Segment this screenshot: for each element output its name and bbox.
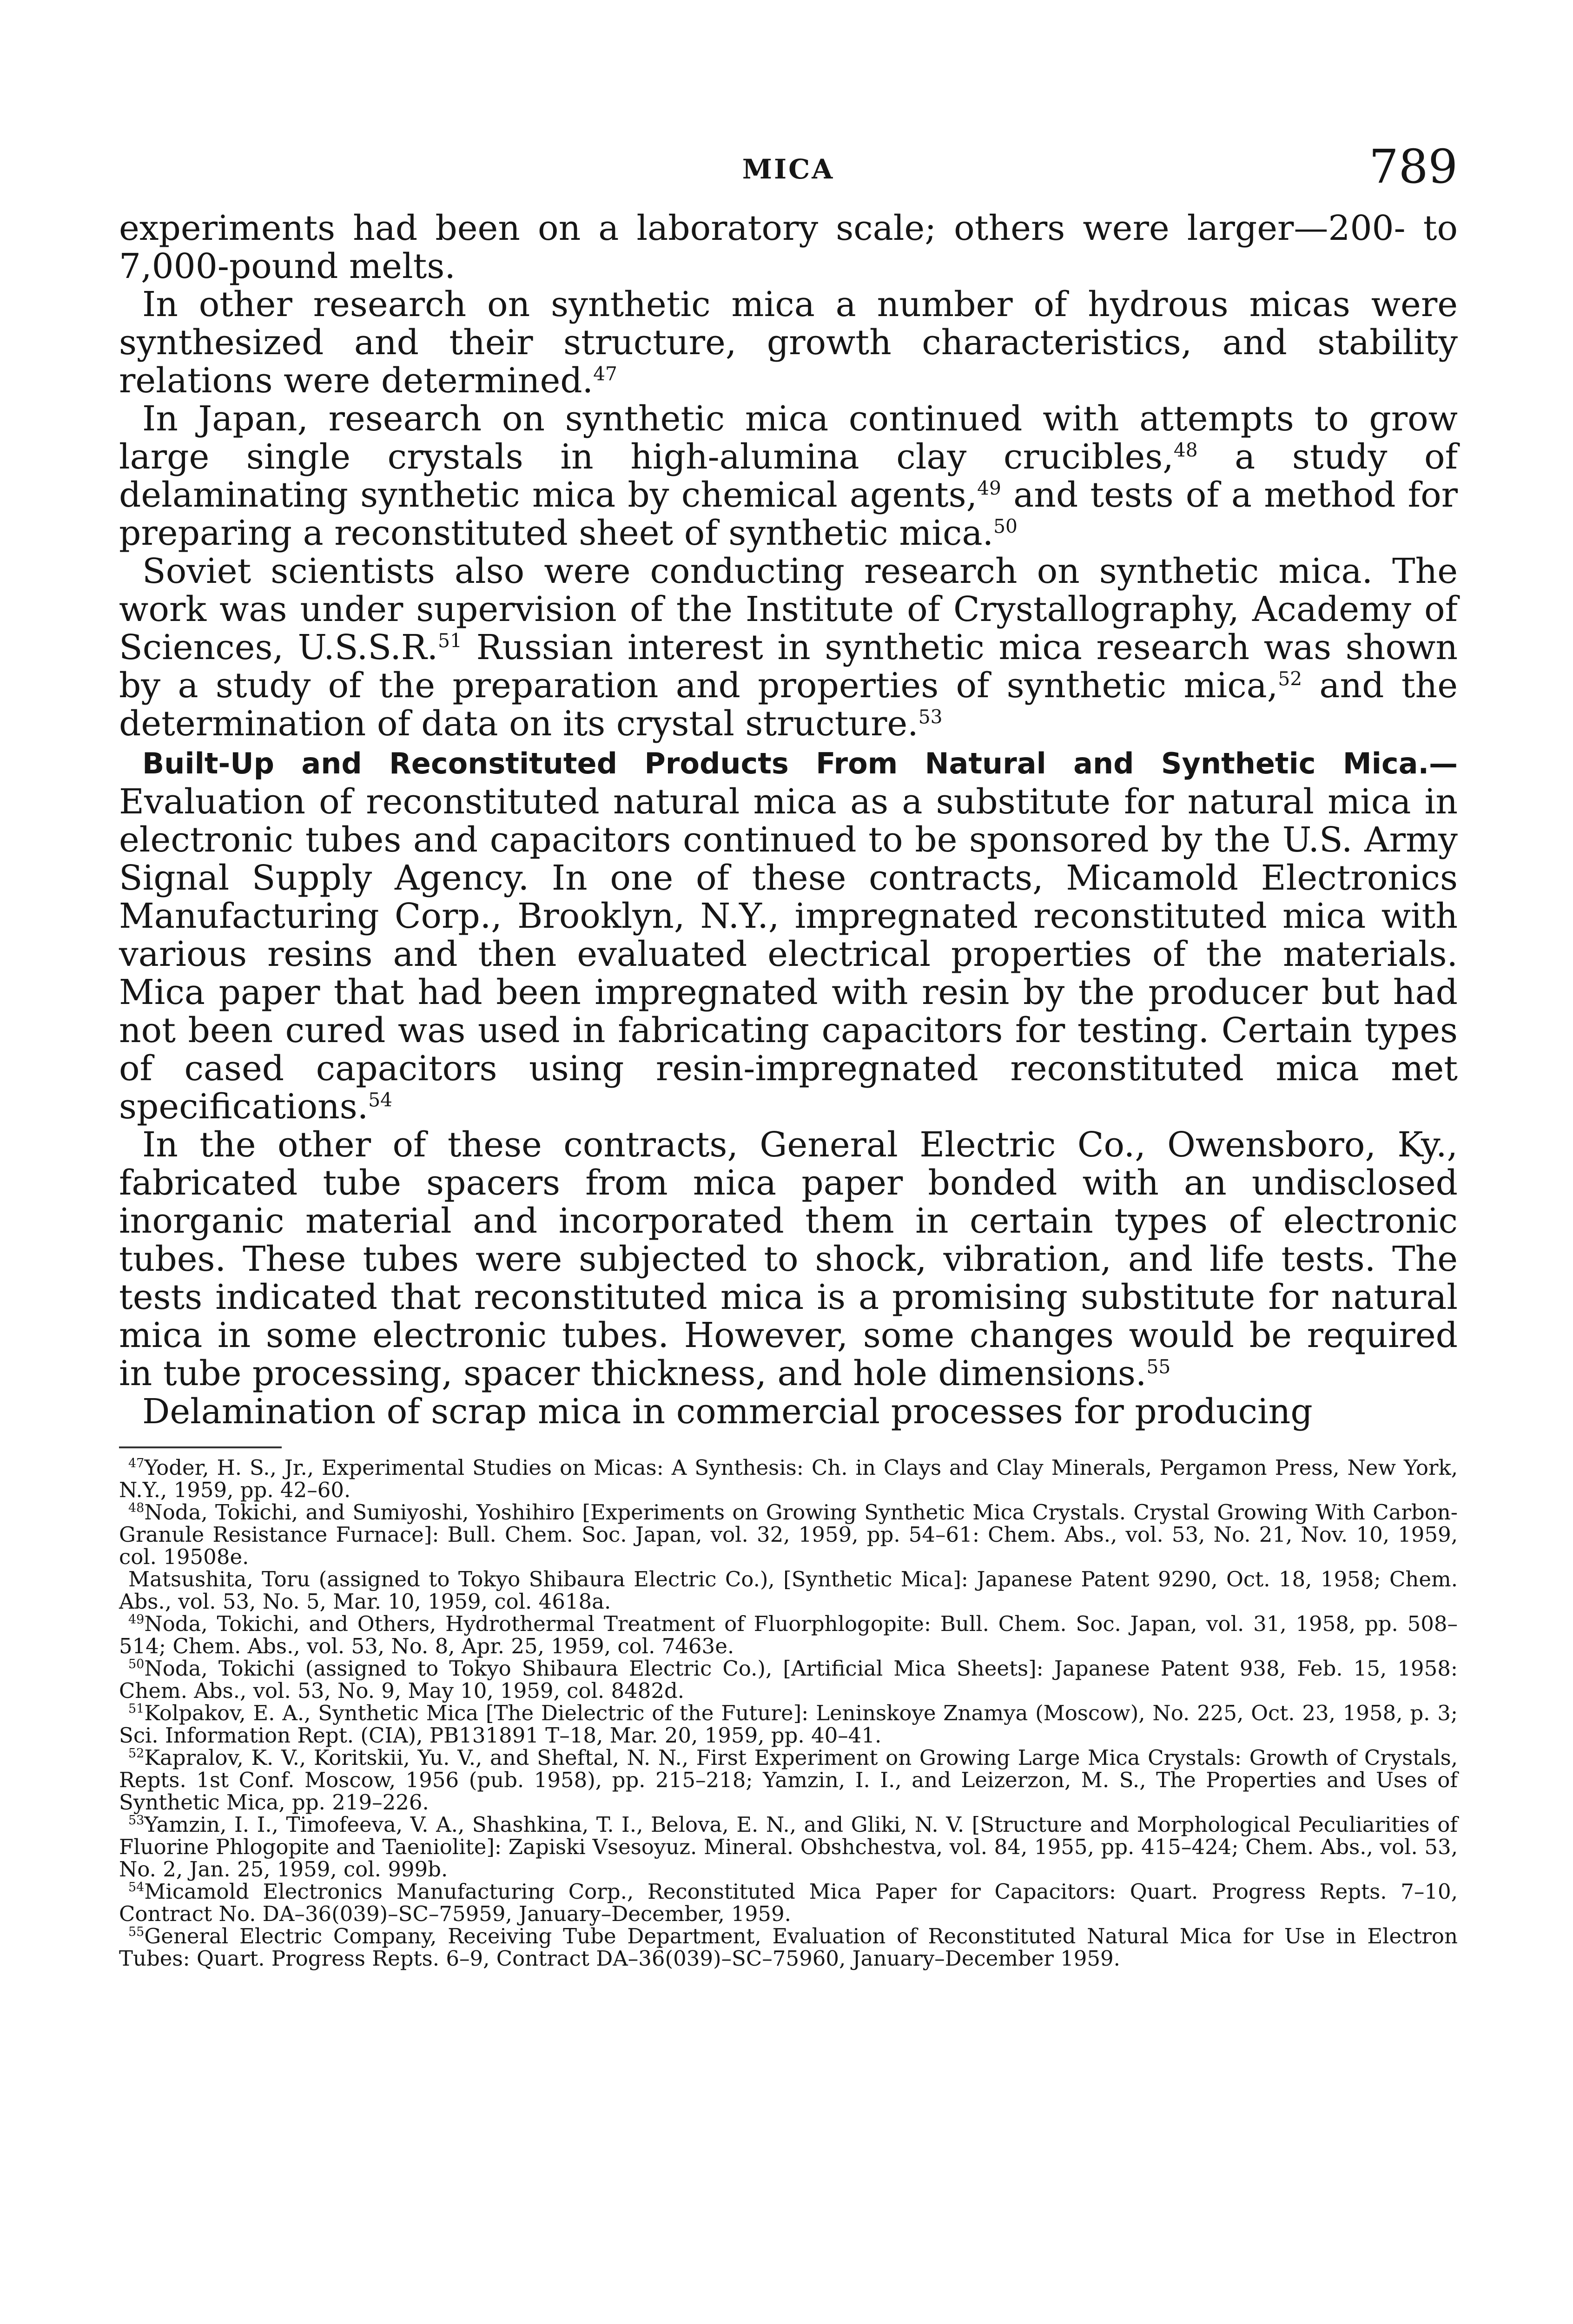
paragraph-4-text-a: Soviet scientists also were conducting research on synthetic mica. The work was under supervision of the Institute of Crystallography, Academy of Sciences, U.S.S.R.	[119, 551, 1458, 667]
footnote-number: 48	[128, 1501, 145, 1515]
paragraph-6	[119, 1126, 1458, 1393]
footnote-text: Kapralov, K. V., Koritskii, Yu. V., and Sheftal, N. N., First Experiment on Growing Large Mica Crystals: Growth of Crystals, Repts. 1st Conf. Moscow, 1956 (pub. 1958), pp. 215–218; Yamzin, I. I., and Leizerzon, M. S., The Properties and Uses of Synthetic Mica, pp. 219–226.	[119, 1745, 1458, 1815]
footnote-text: Kolpakov, E. A., Synthetic Mica [The Dielectric of the Future]: Leninskoye Znamya (Moscow), No. 225, Oct. 23, 1958, p. 3; Sci. Information Rept. (CIA), PB131891 T–18, Mar. 20, 1959, pp. 40–41.	[119, 1701, 1458, 1748]
footnote-ref-49: 49	[977, 477, 1001, 500]
footnote-number: 55	[128, 1925, 145, 1939]
footnote-ref-51: 51	[438, 629, 462, 652]
footnote-48-continued	[119, 1568, 1458, 1613]
paragraph-3-text-a: In Japan, research on synthetic mica continued with attempts to grow large single crystals in high-alumina clay crucibles,	[119, 399, 1458, 477]
paragraph-1: experiments had been on a laboratory scale; others were larger—200- to 7,000-pound melts.	[119, 208, 1458, 286]
section-heading-built-up-products: Built-Up and Reconstituted Products From Natural and Synthetic Mica.—	[142, 746, 1458, 780]
footnote-text: Noda, Tokichi, and Others, Hydrothermal Treatment of Fluorphlogopite: Bull. Chem. Soc. Japan, vol. 31, 1958, pp. 508–514; Chem. Abs., vol. 53, No. 8, Apr. 25, 1959, col. 7463e.	[119, 1611, 1458, 1658]
paragraph-6-text: In the other of these contracts, General Electric Co., Owensboro, Ky., fabricated tube spacers from mica paper bonded with an undisclosed inorganic material and incorporated them in certain types of electronic tubes. These tubes were subjected to shock, vibration, and life tests. The tests indicated that reconstituted mica is a promising substitute for natural mica in some electronic tubes. However, some changes would be required in tube processing, spacer thickness, and hole dimensions.	[119, 1125, 1458, 1393]
footnotes	[119, 1457, 1458, 1970]
footnote-text: Yoder, H. S., Jr., Experimental Studies on Micas: A Synthesis: Ch. in Clays and Clay Minerals, Pergamon Press, New York, N.Y., 1959, pp. 42–60.	[119, 1455, 1458, 1502]
footnote-number: 50	[128, 1657, 145, 1671]
footnote-ref-55: 55	[1146, 1355, 1171, 1378]
footnote-number: 49	[128, 1612, 145, 1627]
paragraph-4-text-b: Russian interest in synthetic mica research was shown by a study of the preparation and properties of synthetic mica,	[119, 627, 1458, 706]
footnote-55	[119, 1925, 1458, 1970]
footnote-number: 51	[128, 1702, 145, 1716]
footnote-49	[119, 1613, 1458, 1657]
footnote-ref-54: 54	[368, 1089, 393, 1111]
footnote-number: 53	[128, 1813, 145, 1828]
paragraph-5-text: Evaluation of reconstituted natural mica as a substitute for natural mica in electronic tubes and capacitors continued to be sponsored by the U.S. Army Signal Supply Agency. In one of these contracts, Micamold Electronics Manufacturing Corp., Brooklyn, N.Y., impregnated reconstituted mica with various resins and then evaluated electrical properties of the materials. Mica paper that had been impregnated with resin by the producer but had not been cured was used in fabricating capacitors for testing. Certain types of cased capacitors using resin-impregnated reconstituted mica met specifications.	[119, 782, 1458, 1127]
footnote-text: General Electric Company, Receiving Tube Department, Evaluation of Reconstituted Natural Mica for Use in Electron Tubes: Quart. Progress Repts. 6–9, Contract DA–36(039)–SC–75960, January–December 1959.	[119, 1924, 1458, 1971]
footnote-50	[119, 1657, 1458, 1702]
footnote-number: 52	[128, 1746, 145, 1761]
paragraph-7: Delamination of scrap mica in commercial processes for producing	[142, 1392, 1313, 1432]
running-head: MICA	[742, 153, 835, 185]
footnote-number: 47	[128, 1456, 145, 1471]
footnote-text: Micamold Electronics Manufacturing Corp., Reconstituted Mica Paper for Capacitors: Quart. Progress Repts. 7–10, Contract No. DA–36(039)–SC–75959, January–December, 1959.	[119, 1879, 1458, 1926]
footnote-text: Matsushita, Toru (assigned to Tokyo Shibaura Electric Co.), [Synthetic Mica]: Japanese Patent 9290, Oct. 18, 1958; Chem. Abs., vol. 53, No. 5, Mar. 10, 1959, col. 4618a.	[119, 1567, 1458, 1614]
paragraph-2-text: In other research on synthetic mica a number of hydrous micas were synthesized and their structure, growth characteristics, and stability relations were determined.	[119, 284, 1458, 401]
footnote-48	[119, 1501, 1458, 1568]
footnote-ref-48: 48	[1173, 439, 1198, 462]
footnote-number: 54	[128, 1880, 145, 1895]
footnote-ref-47: 47	[593, 363, 617, 385]
paragraph-5	[119, 743, 1458, 1126]
footnote-ref-50: 50	[993, 515, 1018, 538]
paragraph-2	[119, 285, 1458, 400]
paragraph-4-text-c: and the determination of data on its crystal structure.	[119, 666, 1458, 744]
body-text	[119, 209, 1458, 1431]
footnote-52	[119, 1747, 1458, 1814]
footnote-text: Noda, Tokichi, and Sumiyoshi, Yoshihiro [Experiments on Growing Synthetic Mica Crystals. Crystal Growing With Carbon-Granule Resistance Furnace]: Bull. Chem. Soc. Japan, vol. 32, 1959, pp. 54–61: Chem. Abs., vol. 53, No. 21, Nov. 10, 1959, col. 19508e.	[119, 1500, 1458, 1569]
paragraph-4	[119, 552, 1458, 743]
footnote-text: Yamzin, I. I., Timofeeva, V. A., Shashkina, T. I., Belova, E. N., and Gliki, N. V. [Structure and Morphological Peculiarities of Fluorine Phlogopite and Taeniolite]: Zapiski Vsesoyuz. Mineral. Obshchestva, vol. 84, 1955, pp. 415–424; Chem. Abs., vol. 53, No. 2, Jan. 25, 1959, col. 999b.	[119, 1812, 1458, 1882]
page-number: 789	[1369, 139, 1458, 194]
footnote-51	[119, 1702, 1458, 1747]
paragraph-3-text-c: and tests of a method for preparing a reconstituted sheet of synthetic mica.	[119, 475, 1458, 553]
page-header	[119, 139, 1458, 209]
footnote-53	[119, 1814, 1458, 1881]
footnote-text: Noda, Tokichi (assigned to Tokyo Shibaura Electric Co.), [Artificial Mica Sheets]: Japanese Patent 938, Feb. 15, 1958: Chem. Abs., vol. 53, No. 9, May 10, 1959, col. 8482d.	[119, 1656, 1458, 1703]
document-page	[119, 139, 1458, 1970]
footnote-ref-52: 52	[1278, 667, 1302, 690]
footnote-47	[119, 1457, 1458, 1501]
footnote-ref-53: 53	[918, 706, 943, 728]
footnote-54	[119, 1881, 1458, 1925]
paragraph-3	[119, 400, 1458, 552]
footnote-divider	[119, 1446, 282, 1448]
paragraph-3-text-b: a study of delaminating synthetic mica by chemical agents,	[119, 437, 1458, 515]
